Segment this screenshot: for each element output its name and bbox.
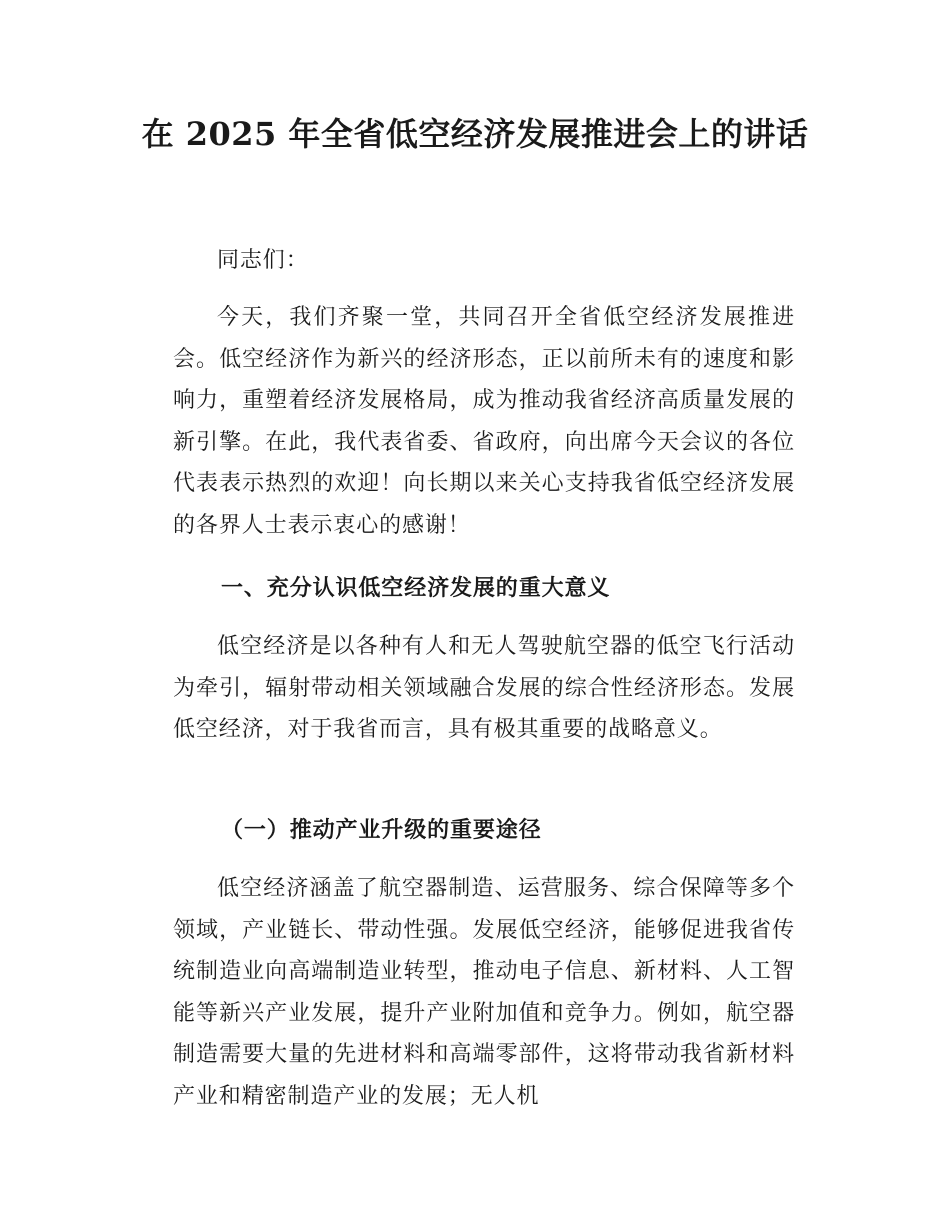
- subsection-1-heading: （一）推动产业升级的重要途径: [221, 817, 542, 843]
- section-1-paragraph: 低空经济是以各种有人和无人驾驶航空器的低空飞行活动为牵引，辐射带动相关领域融合发展的综合性经济形态。发展低空经济，对于我省而言，具有极其重要的战略意义。: [173, 634, 795, 742]
- intro-paragraph: 今天，我们齐聚一堂，共同召开全省低空经济发展推进会。低空经济作为新兴的经济形态，正以前所未有的速度和影响力，重塑着经济发展格局，成为推动我省经济高质量发展的新引擎。在此，我代表省委、省政府，向出席今天会议的各位代表表示热烈的欢迎！向长期以来关心支持我省低空经济发展的各界人士表示衷心的感谢！: [173, 305, 795, 538]
- salutation: 同志们：: [217, 248, 309, 273]
- document-title: 在 2025 年全省低空经济发展推进会上的讲话: [141, 115, 809, 153]
- subsection-1-paragraph: 低空经济涵盖了航空器制造、运营服务、综合保障等多个领域，产业链长、带动性强。发展低空经济，能够促进我省传统制造业向高端制造业转型，推动电子信息、新材料、人工智能等新兴产业发展，提升产业附加值和竞争力。例如，航空器制造需要大量的先进材料和高端零部件，这将带动我省新材料产业和精密制造产业的发展；无人机: [173, 876, 795, 1109]
- section-1-heading: 一、充分认识低空经济发展的重大意义: [221, 576, 611, 601]
